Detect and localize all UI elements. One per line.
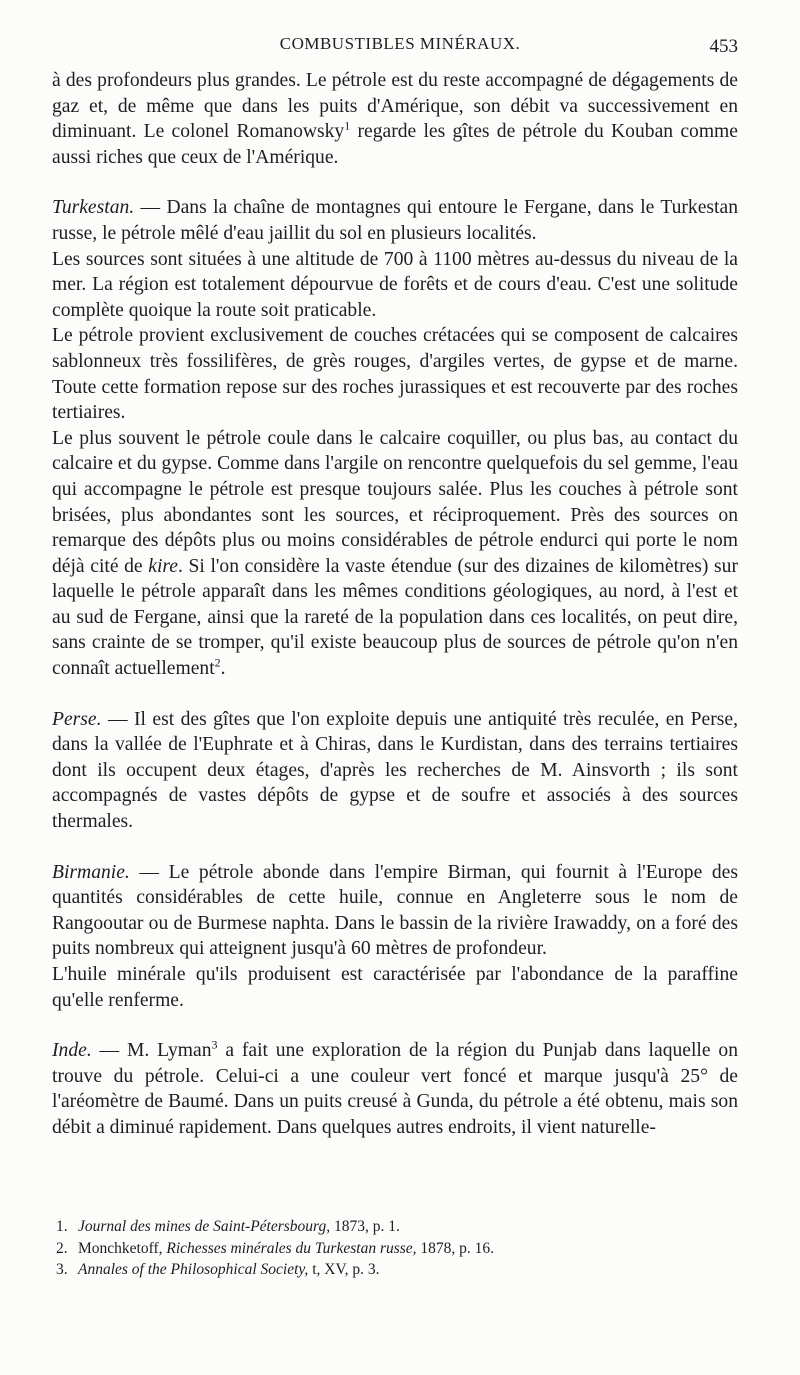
footnote-number: 3.	[56, 1261, 68, 1278]
paragraph-text: .	[220, 658, 226, 680]
footnote-1	[56, 1216, 736, 1238]
paragraph-text: L'huile minérale qu'ils produisent est caractérisée par l'abondance de la paraffine qu'elle renferme.	[52, 964, 738, 1011]
paragraph-text: Le plus souvent le pétrole coule dans le calcaire coquiller, ou plus bas, au contact du calcaire et du gypse. Comme dans l'argile on rencontre quelquefois du sel gemme, l'eau qui accompagne le pétrole est presque toujours salée. Plus les couches à pétrole sont brisées, plus abondantes sont les sources, et réciproquement. Près des sources on remarque des dépôts plus ou moins considérables de pétrole endurci qui porte le nom déjà cité de	[52, 427, 738, 577]
section-lead-perse: Perse.	[52, 708, 102, 730]
footnote-ref: 2	[214, 655, 221, 670]
paragraph-text: Le pétrole provient exclusivement de couches crétacées qui se composent de calcaires sablonneux très fossilifères, de grès rouges, d'argiles vertes, de gypse et de marne. Toute cette formation repose sur des roches jurassiques et est recouverte par des roches tertiaires.	[52, 325, 738, 424]
paragraph-text: — M. Lyman	[91, 1040, 212, 1062]
running-head	[0, 34, 800, 58]
paragraph-turkestan-petrole	[52, 426, 738, 682]
footnotes	[56, 1216, 736, 1281]
paragraph-text: — Dans la chaîne de montagnes qui entoure le Fergane, dans le Turkestan russe, le pétrole mêlé d'eau jaillit du sol en plusieurs localités.	[52, 197, 738, 244]
paragraph-perse	[52, 707, 738, 835]
running-title: COMBUSTIBLES MINÉRAUX.	[279, 34, 521, 53]
footnote-author: Monchketoff,	[78, 1239, 167, 1257]
body-text	[52, 68, 738, 1141]
paragraph-text: à des profondeurs plus grandes. Le pétrole est du reste accompagné de dégagements de gaz et, de même que dans les puits d'Amérique, son débit va successivement en diminuant. Le colonel Romanowsky	[52, 70, 738, 143]
footnote-ref: 3	[211, 1037, 218, 1052]
section-lead-turkestan: Turkestan.	[52, 197, 135, 219]
footnote-source: Richesses minérales du Turkestan russe,	[166, 1239, 417, 1257]
section-lead-inde: Inde.	[52, 1040, 92, 1062]
paragraph-birmanie	[52, 860, 738, 962]
footnote-source: Journal des mines de Saint-Pétersbourg,	[78, 1218, 331, 1235]
paragraph-turkestan-geology	[52, 323, 738, 425]
paragraph-text: — Le pétrole abonde dans l'empire Birman, qui fournit à l'Europe des quantités considérables de cette huile, connue en Angleterre sous le nom de Rangooutar ou de Burmese naphta. Dans le bassin de la rivière Irawaddy, on a foré des puits nombreux qui atteignent jusqu'à 60 mètres de profondeur.	[52, 861, 738, 960]
footnote-3	[56, 1259, 736, 1281]
paragraph-turkestan	[52, 195, 738, 246]
footnote-source: Annales of the Philosophical Society,	[78, 1261, 309, 1278]
paragraph-inde	[52, 1038, 738, 1140]
paragraph-kouban	[52, 68, 738, 170]
footnote-detail: t, XV, p. 3.	[308, 1261, 380, 1278]
page-number: 453	[709, 36, 738, 57]
paragraph-text: . Si l'on considère la vaste étendue (sur des dizaines de kilomètres) sur laquelle le pétrole apparaît dans les mêmes conditions géologiques, au nord, à l'est et au sud de Fergane, ainsi que la rareté de la population dans ces localités, on peut dire, sans crainte de se tromper, qu'il existe beaucoup plus de sources de pétrole qu'on n'en connaît actuellement	[52, 555, 738, 680]
footnote-number: 2.	[56, 1239, 68, 1257]
footnote-detail: 1878, p. 16.	[416, 1239, 495, 1257]
footnote-detail: 1873, p. 1.	[330, 1218, 400, 1235]
paragraph-text: regarde les gîtes de pétrole du Kouban comme aussi riches que ceux de l'Amérique.	[52, 121, 738, 168]
paragraph-text: a fait une exploration de la région du Punjab dans laquelle on trouve du pétrole. Celui-ci a une couleur vert foncé et marque jusqu'à 25° de l'aréomètre de Baumé. Dans un puits creusé à Gunda, du pétrole a été obtenu, mais son débit a diminué rapidement. Dans quelques autres endroits, il vient naturelle-	[52, 1040, 738, 1138]
paragraph-text: — Il est des gîtes que l'on exploite depuis une antiquité très reculée, en Perse, dans la vallée de l'Euphrate et à Chiras, dans le Kurdistan, dans des terrains tertiaires dont ils occupent deux étages, d'après les recherches de M. Ainsvorth ; ils sont accompagnés de vastes dépôts de gypse et de soufre et associés à des sources thermales.	[52, 708, 738, 833]
section-lead-birmanie: Birmanie.	[52, 861, 130, 883]
footnote-2	[56, 1238, 736, 1260]
paragraph-text: Les sources sont situées à une altitude de 700 à 1100 mètres au-dessus du niveau de la mer. La région est totalement dépourvue de forêts et de cours d'eau. C'est une solitude complète quoique la route soit praticable.	[52, 248, 738, 321]
paragraph-turkestan-sources	[52, 247, 738, 324]
footnote-ref: 1	[344, 118, 351, 133]
paragraph-birmanie-huile	[52, 962, 738, 1013]
footnote-number: 1.	[56, 1218, 68, 1235]
emphasis-kire: kire	[148, 555, 178, 577]
